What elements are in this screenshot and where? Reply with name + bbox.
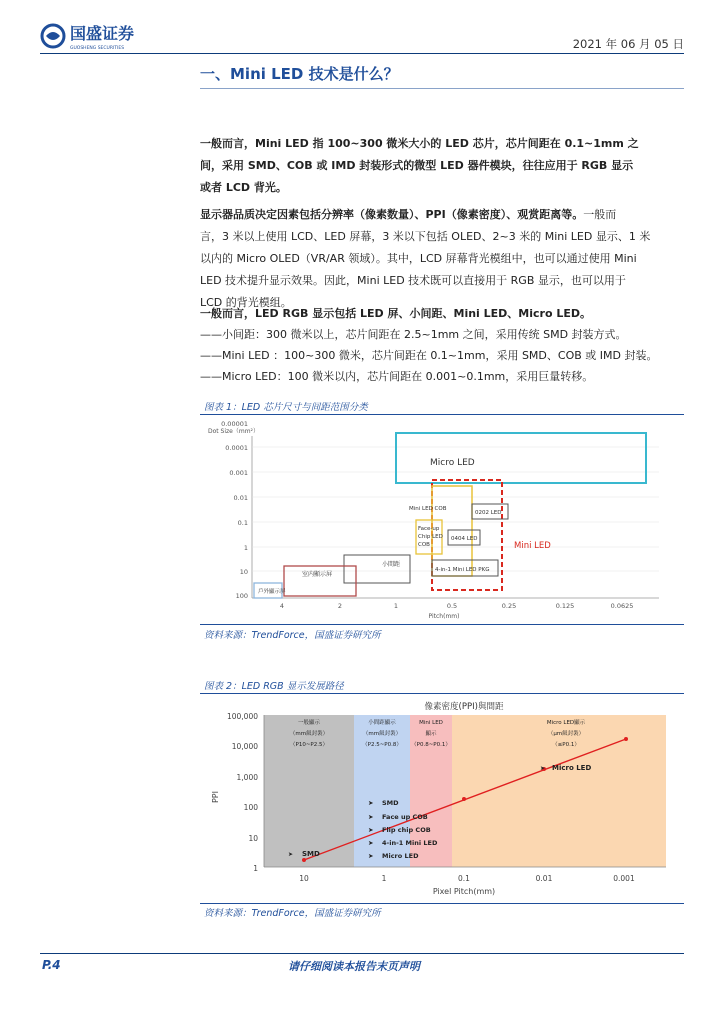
fig2-band4-line3: （≤P0.1） bbox=[552, 742, 580, 748]
fig1-ytick: 1 bbox=[243, 544, 248, 552]
fig1-chip-led-label: Chip LED bbox=[418, 534, 443, 540]
fig2-band1-line1: 一般顯示 bbox=[297, 720, 321, 726]
fig1-indoor-label: 室内顯示屏 bbox=[302, 571, 333, 578]
fig2-smd-label: SMD bbox=[302, 850, 320, 858]
p3-line-micro-led: ——Micro LED：100 微米以内，芯片间距在 0.001~0.1mm，采用巨量转移。 bbox=[200, 370, 594, 383]
company-name: 国盛证券 bbox=[70, 24, 135, 43]
fig2-micro-label: Micro LED bbox=[552, 764, 592, 772]
fig1-xtick: 0.5 bbox=[446, 602, 458, 610]
p3-line-mini-led: ——Mini LED ：100~300 微米，芯片间距在 0.1~1mm，采用 SMD、COB 或 IMD 封装。 bbox=[200, 349, 658, 362]
fig2-list-arrow-icon: ➤ bbox=[368, 826, 374, 834]
fig2-list-arrow-icon: ➤ bbox=[368, 813, 374, 821]
fig2-band3-line1: Mini LED bbox=[419, 720, 443, 726]
fig1-mini-led-label: Mini LED bbox=[514, 541, 551, 551]
fig2-band-general bbox=[264, 715, 354, 867]
fig2-band2-line3: （P2.5~P0.8） bbox=[362, 742, 402, 748]
p2-line-5: LCD 的背光模组。 bbox=[200, 296, 292, 309]
p1-line-3: 或者 LCD 背光。 bbox=[200, 181, 287, 194]
fig1-4in1-label: 4-in-1 Mini LED PKG bbox=[435, 567, 490, 573]
paragraph-definition bbox=[200, 133, 684, 199]
p2-line-4: LED 技术提升显示效果。因此，Mini LED 技术既可以直接用于 RGB 显示，也可以用于 bbox=[200, 274, 626, 287]
fig2-top-title: 像素密度(PPI)與間距 bbox=[424, 702, 504, 712]
fig1-faceup-label: Face-up bbox=[418, 526, 440, 532]
fig1-ytick: 0.0001 bbox=[225, 444, 248, 452]
fig2-list-item: Face up COB bbox=[382, 813, 428, 821]
fig2-xtick: 0.01 bbox=[535, 874, 553, 883]
fig1-xtick: 0.0625 bbox=[610, 602, 634, 610]
fig2-point-mid bbox=[462, 797, 466, 801]
figure1-chart bbox=[204, 418, 664, 620]
fig2-ytick: 100,000 bbox=[226, 712, 258, 721]
figure1-source: 资料来源：TrendForce，国盛证券研究所 bbox=[204, 630, 381, 641]
p1-line-1: 一般而言，Mini LED 指 100~300 微米大小的 LED 芯片，芯片间距在 0.1~1mm 之 bbox=[200, 137, 639, 150]
figure2-bottom-line bbox=[200, 903, 684, 904]
fig1-ytick: 100 bbox=[235, 592, 248, 600]
fig2-band4-line1: Micro LED顯示 bbox=[546, 720, 586, 726]
fig1-xtick: 1 bbox=[393, 602, 399, 610]
figure2-top-line bbox=[200, 693, 684, 694]
company-logo bbox=[40, 20, 200, 52]
figure1-top-line bbox=[200, 414, 684, 415]
fig2-xtick: 10 bbox=[299, 874, 309, 883]
fig2-x-label: Pixel Pitch(mm) bbox=[432, 887, 496, 896]
fig1-ytick: 0.001 bbox=[229, 469, 248, 477]
fig2-ytick: 10 bbox=[248, 834, 258, 843]
company-sub: GUOSHENG SECURITIES bbox=[70, 46, 125, 51]
fig2-band1-line3: （P10~P2.5） bbox=[290, 742, 328, 748]
paragraph-quality-factors bbox=[200, 204, 684, 314]
fig2-list-item: 4-in-1 Mini LED bbox=[382, 839, 438, 847]
fig2-point-end bbox=[624, 737, 628, 741]
fig1-xtick: 4 bbox=[279, 602, 285, 610]
fig2-band4-line2: （μm級封裝） bbox=[547, 731, 585, 737]
fig1-ytick: 0.00001 bbox=[221, 420, 248, 428]
fig1-x-axis-title: Pitch(mm) bbox=[428, 613, 460, 620]
p3-line-small-pitch: ——小间距：300 微米以上，芯片间距在 2.5~1mm 之间，采用传统 SMD 封装方式。 bbox=[200, 328, 627, 341]
fig2-list-item: Micro LED bbox=[382, 852, 419, 860]
fig2-list-arrow-icon: ➤ bbox=[368, 839, 374, 847]
fig1-ytick: 0.01 bbox=[233, 494, 248, 502]
section-title-divider bbox=[200, 88, 684, 89]
figure2-chart bbox=[204, 697, 674, 901]
fig2-band3-line2: 顯示 bbox=[425, 731, 437, 737]
fig2-band1-line2: （mm級封裝） bbox=[289, 731, 329, 737]
fig2-ytick: 10,000 bbox=[231, 742, 258, 751]
fig1-micro-led-label: Micro LED bbox=[430, 458, 475, 468]
fig1-y-axis-title: Dot Size（mm²） bbox=[208, 428, 259, 435]
p2-line-2: 言，3 米以上使用 LCD、LED 屏幕，3 米以下包括 OLED、2~3 米的 Mini LED 显示、1 米 bbox=[200, 230, 651, 243]
fig1-xtick: 0.125 bbox=[555, 602, 575, 610]
fig2-ytick: 1,000 bbox=[236, 773, 258, 782]
fig2-band2-line1: 小間距顯示 bbox=[368, 720, 396, 726]
fig1-xtick: 0.25 bbox=[501, 602, 517, 610]
fig2-smd-arrow-icon: ➤ bbox=[288, 851, 294, 858]
fig1-0202-led-label: 0202 LED bbox=[475, 510, 502, 516]
fig1-mini-led-cob-label: Mini LED COB bbox=[409, 506, 447, 512]
fig2-list-arrow-icon: ➤ bbox=[368, 852, 374, 860]
p3-bold-lead: 一般而言，LED RGB 显示包括 LED 屏、小间距、Mini LED、Micro LED。 bbox=[200, 307, 592, 320]
fig2-band3-line3: （P0.8~P0.1） bbox=[411, 742, 451, 748]
fig2-band2-line2: （mm級封裝） bbox=[362, 731, 402, 737]
fig2-list-arrow-icon: ➤ bbox=[368, 799, 374, 807]
fig1-outdoor-label: 戶外顯示屏 bbox=[258, 589, 286, 595]
fig1-0404-led-label: 0404 LED bbox=[451, 536, 478, 542]
section-title: 一、Mini LED 技术是什么？ bbox=[200, 65, 399, 83]
fig2-band-micro-led bbox=[452, 715, 666, 867]
fig2-y-label: PPI bbox=[211, 790, 220, 804]
page-number: P.4 bbox=[42, 958, 61, 972]
fig1-xtick: 2 bbox=[337, 602, 343, 610]
disclaimer-note: 请仔细阅读本报告末页声明 bbox=[288, 960, 420, 973]
fig2-xtick: 0.1 bbox=[458, 874, 470, 883]
paragraph-led-rgb-types bbox=[200, 303, 684, 387]
p2-line-1-rest: 一般而 bbox=[583, 208, 617, 221]
fig1-ytick: 10 bbox=[239, 568, 248, 576]
header-divider bbox=[40, 53, 684, 54]
p2-bold-lead: 显示器品质决定因素包括分辨率（像素数量）、PPI（像素密度）、观赏距离等。 bbox=[200, 208, 584, 221]
p2-line-3: 以内的 Micro OLED（VR/AR 领域）。其中，LCD 屏幕背光模组中，也可以通过使用 Mini bbox=[200, 252, 637, 265]
footer-divider bbox=[40, 953, 684, 954]
fig2-micro-arrow-icon: ➤ bbox=[540, 765, 546, 772]
fig2-ytick: 100 bbox=[243, 803, 258, 812]
fig2-list-item: Flip chip COB bbox=[382, 826, 431, 834]
fig2-point-smd bbox=[302, 858, 306, 862]
report-date: 2021 年 06 月 05 日 bbox=[572, 37, 684, 51]
fig2-xtick: 1 bbox=[381, 874, 387, 883]
fig1-small-pitch-label: 小間距 bbox=[382, 561, 401, 568]
fig2-ytick: 1 bbox=[253, 864, 258, 873]
fig2-list-item: SMD bbox=[382, 799, 399, 807]
fig2-xtick: 0.001 bbox=[613, 874, 635, 883]
fig1-ytick: 0.1 bbox=[237, 519, 248, 527]
figure2-caption: 图表 2：LED RGB 显示发展路径 bbox=[204, 681, 344, 692]
p1-line-2: 间，采用 SMD、COB 或 IMD 封装形式的微型 LED 器件模块，往往应用于 RGB 显示 bbox=[200, 159, 634, 172]
figure2-source: 资料来源：TrendForce，国盛证券研究所 bbox=[204, 908, 381, 919]
fig1-small-pitch-region bbox=[344, 555, 410, 583]
figure1-bottom-line bbox=[200, 624, 684, 625]
figure1-caption: 图表 1：LED 芯片尺寸与间距范围分类 bbox=[204, 402, 368, 413]
fig1-cob-label: COB bbox=[418, 542, 430, 548]
